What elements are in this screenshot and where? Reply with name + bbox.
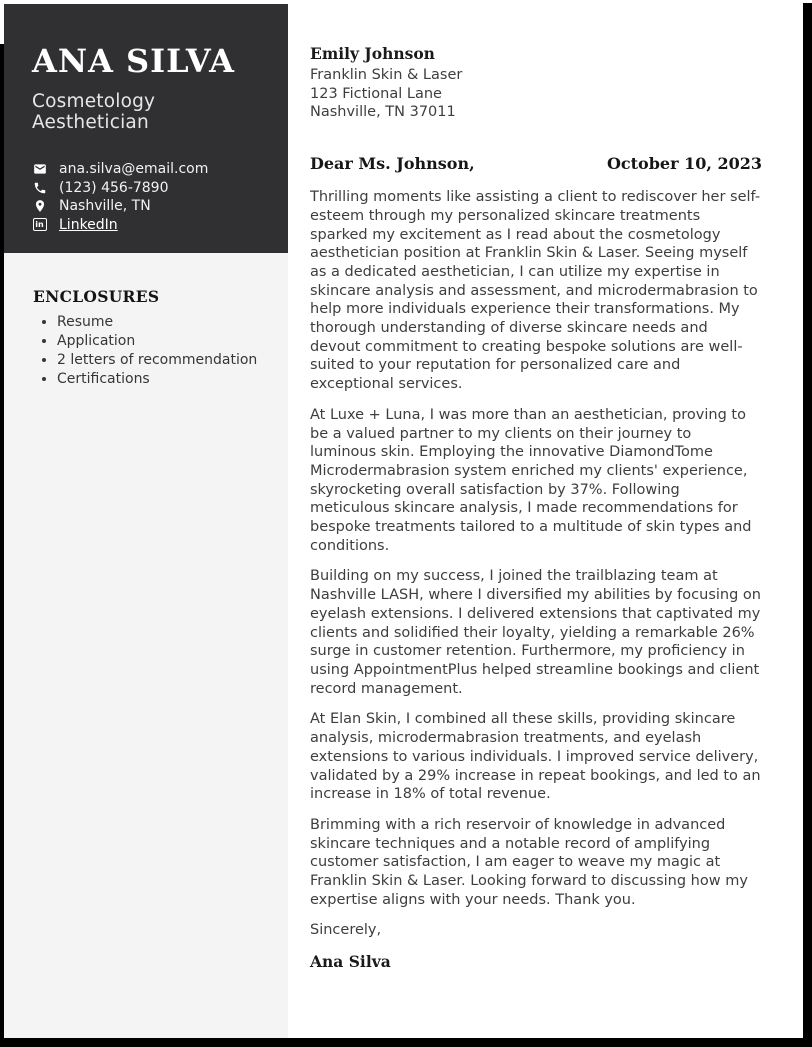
letter-paragraph-3: Building on my success, I joined the trailblazing team at Nashville LASH, where I diversified my abilities by focusing on eyelash extensions. I delivered extensions that captivated my clients and solidified their loyalty, yielding a remarkable 26% surge in customer retention. Furthermore, my proficiency in using AppointmentPlus helped streamline bookings and client record management. [310, 568, 761, 697]
candidate-title: Cosmetology Aesthetician [32, 91, 156, 134]
sidebar [4, 4, 288, 1038]
recipient-company: Franklin Skin & Laser [310, 67, 463, 83]
enclosure-item: • 2 letters of recommendation [57, 351, 276, 370]
linkedin-icon [32, 217, 47, 232]
recipient-address-line2: Nashville, TN 37011 [310, 104, 456, 121]
contact-location [32, 197, 270, 216]
enclosure-item: • Resume [57, 313, 276, 332]
letter-date: October 10, 2023 [606, 154, 762, 174]
letter-paragraph-5: Brimming with a rich reservoir of knowledge in advanced skincare techniques and a notable record of amplifying customer satisfaction, I am eager to weave my magic at Franklin Skin & Laser. Looking forward to discussing how my expertise aligns with your needs. Thank you. [310, 816, 748, 908]
email-icon [32, 162, 47, 177]
enclosure-item: • Application [57, 332, 276, 351]
letter-paragraph-2: At Luxe + Luna, I was more than an aesthetician, proving to be a valued partner to my clients on their journey to luminous skin. Employing the innovative DiamondTome Microdermabrasion system enriched my clients' experience, skyrocketing overall satisfaction by 37%. Following meticulous skincare analysis, I made recommendations for bespoke treatments tailored to a multitude of skin types and conditions. [310, 406, 752, 554]
salutation: Dear Ms. Johnson, [310, 154, 475, 174]
enclosures-list [33, 313, 276, 389]
letter-paragraph-1: Thrilling moments like assisting a client to rediscover her self-esteem through my personalized skincare treatments sparked my excitement as I read about the cosmetology aesthetician position at Franklin Skin & Laser. Seeing myself as a dedicated aesthetician, I can utilize my expertise in skincare analysis and assessment, and microdermabrasion to help more individuals experience their transformations. My thorough understanding of diverse skincare needs and devout commitment to creating bespoke solutions are well-suited to your reputation for personalized care and exceptional services. [310, 189, 761, 393]
recipient-address-line1: 123 Fictional Lane [310, 85, 442, 102]
phone-icon [32, 180, 47, 195]
enclosure-item: • Certifications [57, 370, 276, 389]
contact-email [32, 160, 270, 179]
enclosures-heading: ENCLOSURES [33, 287, 160, 306]
linkedin-link[interactable]: LinkedIn [59, 216, 118, 233]
sidebar-enclosures-panel [4, 253, 288, 1038]
contact-list [32, 160, 270, 234]
location-icon [32, 199, 47, 214]
recipient-block [310, 44, 762, 122]
page-border-bottom [0, 1038, 812, 1047]
linkedin-badge-glyph: in [33, 218, 47, 231]
candidate-name: ANA SILVA [32, 42, 235, 80]
sidebar-header [4, 4, 288, 253]
contact-phone-text: (123) 456-7890 [59, 179, 169, 196]
letter-paragraph-4: At Elan Skin, I combined all these skills, providing skincare analysis, microdermabrasion treatments, and eyelash extensions to various individuals. I improved service delivery, validated by a 29% increase in repeat bookings, and led to an increase in 18% of total revenue. [310, 711, 761, 803]
contact-linkedin [32, 216, 270, 235]
recipient-name: Emily Johnson [310, 44, 435, 63]
salutation-row [310, 153, 762, 174]
contact-email-text: ana.silva@email.com [59, 161, 209, 178]
contact-location-text: Nashville, TN [59, 198, 151, 215]
signature-name: Ana Silva [310, 952, 391, 972]
letter-body [310, 44, 762, 972]
contact-phone [32, 179, 270, 198]
page-border-right [803, 3, 812, 1047]
letter-closing: Sincerely, [310, 922, 382, 939]
